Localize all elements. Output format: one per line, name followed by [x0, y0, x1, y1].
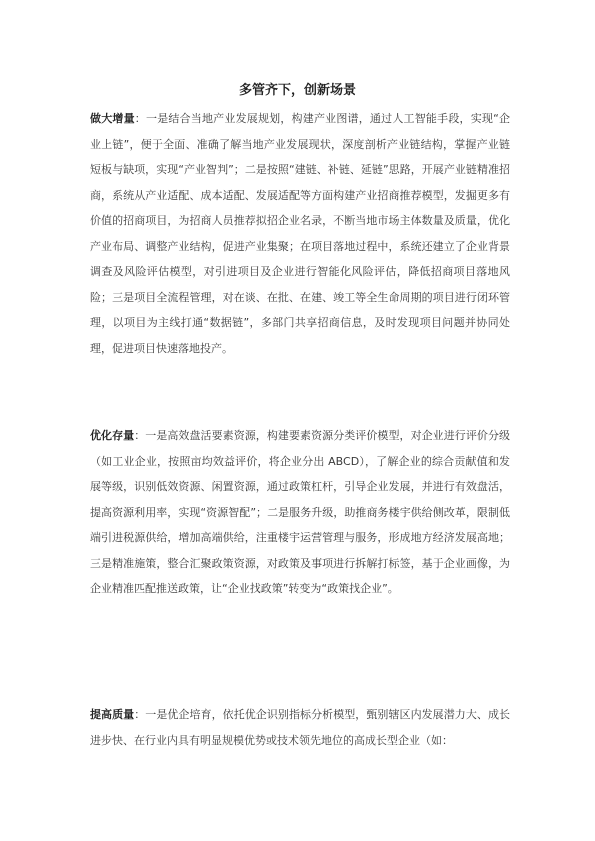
paragraph-body: ：一是高效盘活要素资源，构建要素资源分类评价模型，对企业进行评价分级（如工业企业，按照亩均效益评价，将企业分出 ABCD），了解企业的综合贡献值和发展等级，识别低效资源、闲置资源，通过政策杠杆，引导企业发展，并进行有效盘活，提高资源利用率，实现“资源智配”；二是服务升级，助推商务楼宇供给侧改革，限制低端引进税源供给，增加高端供给，注重楼宇运营管理与服务，形成地方经济发展高地；三是精准施策，整合汇聚政策资源，对政策及事项进行拆解打标签，基于企业画像，为企业精准匹配推送政策，让“企业找政策”转变为“政策找企业”。	[90, 429, 510, 595]
paragraph-improve-quality	[90, 702, 510, 753]
paragraph-expand-increment	[90, 106, 510, 361]
document-title: 多管齐下，创新场景	[238, 83, 356, 98]
paragraph-lead: 提高质量	[90, 708, 135, 721]
paragraph-lead: 做大增量	[90, 112, 135, 125]
paragraph-body: ：一是优企培育，依托优企识别指标分析模型，甄别辖区内发展潜力大、成长进步快、在行业内具有明显规模优势或技术领先地位的高成长型企业（如：	[90, 708, 510, 747]
paragraph-optimize-stock	[90, 423, 510, 602]
paragraph-lead: 优化存量	[90, 429, 135, 442]
paragraph-body: ：一是结合当地产业发展规划，构建产业图谱，通过人工智能手段，实现“企业上链”，便于全面、准确了解当地产业发展现状，深度剖析产业链结构，掌握产业链短板与缺项，实现“产业智判”；二是按照“建链、补链、延链”思路，开展产业链精准招商，系统从产业适配、成本适配、发展适配等方面构建产业招商推荐模型，发掘更多有价值的招商项目，为招商人员推荐拟招企业名录，不断当地市场主体数量及质量，优化产业布局、调整产业结构，促进产业集聚；在项目落地过程中，系统还建立了企业背景调查及风险评估模型，对引进项目及企业进行智能化风险评估，降低招商项目落地风险；三是项目全流程管理，对在谈、在批、在建、竣工等全生命周期的项目进行闭环管理，以项目为主线打通“数据链”，多部门共享招商信息，及时发现项目问题并协同处理，促进项目快速落地投产。	[90, 112, 511, 355]
